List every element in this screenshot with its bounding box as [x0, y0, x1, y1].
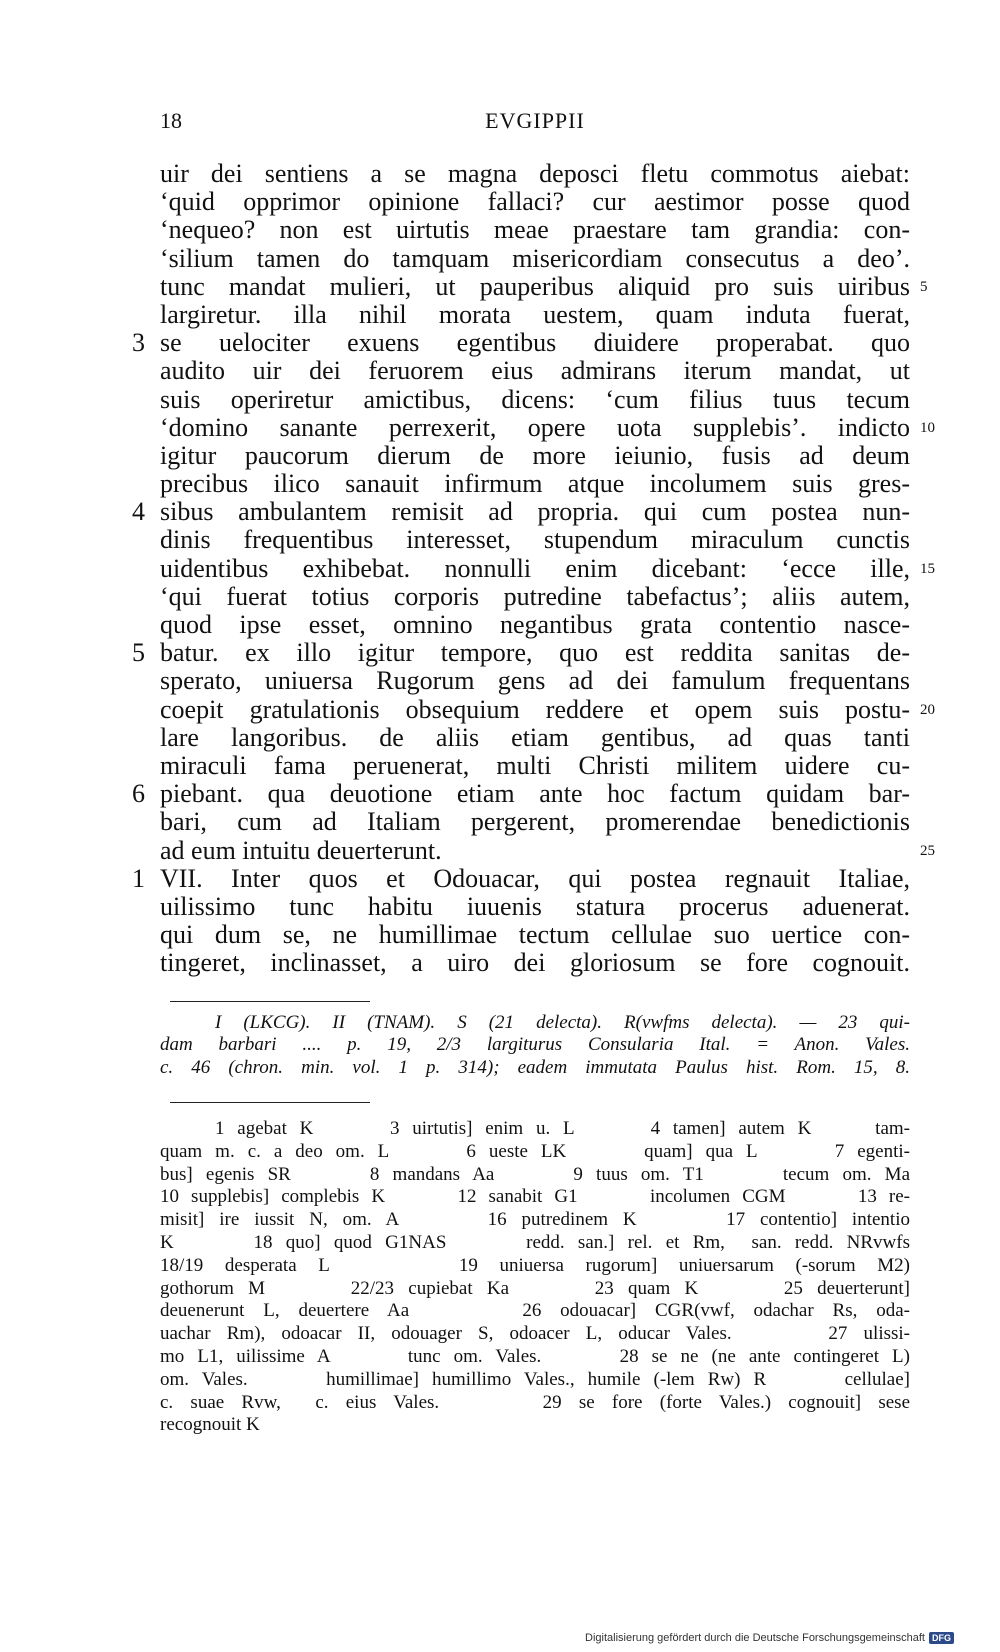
chapter-section-number: 5 [132, 638, 145, 668]
text-line [0, 357, 1000, 385]
line-text: lare langoribus. de aliis etiam gentibus, ad quas tanti [160, 722, 910, 752]
apparatus-line: gothorum M 22/23 cupiebat Ka 23 quam K 25 deuerterunt] [160, 1277, 910, 1299]
testimonia-block [160, 1012, 910, 1079]
digitization-credit [585, 1632, 954, 1644]
text-line [0, 470, 1000, 498]
text-line [0, 639, 1000, 667]
line-text: largiretur. illa nihil morata uestem, quam induta fuerat, [160, 299, 910, 329]
line-text: tunc mandat mulieri, ut pauperibus aliquid pro suis uiribus [160, 271, 910, 301]
line-text: VII. Inter quos et Odouacar, qui postea regnauit Italiae, [160, 863, 910, 893]
line-text: uilissimo tunc habitu iuuenis statura procerus aduenerat. [160, 891, 910, 921]
line-text: batur. ex illo igitur tempore, quo est reddita sanitas de- [160, 638, 910, 668]
page-header [160, 108, 910, 138]
text-line [0, 301, 1000, 329]
line-text: se uelociter exuens egentibus diuidere properabat. quo [160, 328, 910, 358]
text-line [0, 921, 1000, 949]
apparatus-line: quam m. c. a deo om. L 6 ueste LK quam] qua L 7 egenti- [160, 1140, 910, 1162]
apparatus-line: c. suae Rvw, c. eius Vales. 29 se fore (forte Vales.) cognouit] sese [160, 1391, 910, 1413]
text-line [0, 780, 1000, 808]
critical-apparatus [160, 1118, 910, 1437]
text-line [0, 245, 1000, 273]
text-line [0, 667, 1000, 695]
line-text: miraculi fama peruenerat, multi Christi militem uidere cu- [160, 750, 910, 780]
text-line [0, 526, 1000, 554]
section-divider [170, 1102, 370, 1103]
line-text: uidentibus exhibebat. nonnulli enim dicebant: ‘ecce ille, [160, 553, 910, 583]
text-line [0, 611, 1000, 639]
text-line [0, 583, 1000, 611]
chapter-section-number: 3 [132, 328, 145, 358]
text-line [0, 160, 1000, 188]
apparatus-line: K 18 quo] quod G1NAS redd. san.] rel. et Rm, san. redd. NRvwfs [160, 1231, 910, 1253]
apparatus-line: deuenerunt L, deuertere Aa 26 odouacar] CGR(vwf, odachar Rs, oda- [160, 1300, 910, 1322]
line-text: ‘nequeo? non est uirtutis meae praestare tam grandia: con- [160, 215, 910, 245]
line-number: 25 [920, 842, 935, 859]
line-number: 20 [920, 701, 935, 718]
testimonia-line: dam barbari .... p. 19, 2/3 largiturus Consularia Ital. = Anon. Vales. [160, 1034, 910, 1056]
line-text: suis operiretur amictibus, dicens: ‘cum filius tuus tecum [160, 384, 910, 414]
chapter-section-number: 1 [132, 863, 145, 893]
line-text: ad eum intuitu deuerterunt. [160, 835, 442, 865]
text-line [0, 893, 1000, 921]
text-line [0, 386, 1000, 414]
text-line [0, 808, 1000, 836]
text-line [0, 414, 1000, 442]
apparatus-line: uachar Rm), odoacar II, odouager S, odoacer L, oducar Vales. 27 ulissi- [160, 1323, 910, 1345]
line-text: sibus ambulantem remisit ad propria. qui cum postea nun- [160, 497, 910, 527]
chapter-section-number: 6 [132, 779, 145, 809]
text-line [0, 752, 1000, 780]
text-line [0, 273, 1000, 301]
apparatus-line: recognouit K [160, 1414, 260, 1436]
line-text: ‘domino sanante perrexerit, opere uota supplebis’. indicto [160, 412, 910, 442]
line-text: coepit gratulationis obsequium reddere et opem suis postu- [160, 694, 910, 724]
apparatus-line: mo L1, uilissime A tunc om. Vales. 28 se ne (ne ante contingeret L) [160, 1345, 910, 1367]
chapter-section-number: 4 [132, 497, 145, 527]
text-line [0, 724, 1000, 752]
section-divider [170, 1001, 370, 1002]
running-title: EVGIPPII [485, 108, 585, 133]
text-line [0, 188, 1000, 216]
apparatus-line: om. Vales. humillimae] humillimo Vales., humile (-lem Rw) R cellulae] [160, 1368, 910, 1390]
line-text: tingeret, inclinasset, a uiro dei gloriosum se fore cognouit. [160, 948, 910, 978]
line-text: ‘qui fuerat totius corporis putredine tabefactus’; aliis autem, [160, 581, 910, 611]
line-text: qui dum se, ne humillimae tectum cellulae suo uertice con- [160, 920, 910, 950]
line-number: 10 [920, 419, 935, 436]
line-text: precibus ilico sanauit infirmum atque incolumem suis gres- [160, 469, 910, 499]
text-line [0, 555, 1000, 583]
line-text: ‘silium tamen do tamquam misericordiam consecutus a deo’. [160, 243, 910, 273]
line-text: uir dei sentiens a se magna deposci fletu commotus aiebat: [160, 159, 910, 188]
text-line [0, 442, 1000, 470]
text-line [0, 498, 1000, 526]
text-line [0, 837, 1000, 865]
line-text: piebant. qua deuotione etiam ante hoc factum quidam bar- [160, 779, 910, 809]
apparatus-line: 10 supplebis] complebis K 12 sanabit G1 incolumen CGM 13 re- [160, 1186, 910, 1208]
line-text: dinis frequentibus interesset, stupendum miraculum cunctis [160, 525, 910, 555]
page-number: 18 [160, 108, 182, 133]
testimonia-line: I (LKCG). II (TNAM). S (21 delecta). R(vwfms delecta). — 23 qui- [215, 1012, 910, 1033]
line-text: audito uir dei feruorem eius admirans iterum mandat, ut [160, 356, 910, 386]
apparatus-line: 1 agebat K 3 uirtutis] enim u. L 4 tamen] autem K tam- [215, 1118, 910, 1139]
line-text: igitur paucorum dierum de more ieiunio, fusis ad deum [160, 440, 910, 470]
dfg-logo-icon: DFG [929, 1632, 954, 1644]
text-line [0, 865, 1000, 893]
line-number: 5 [920, 278, 928, 295]
line-text: bari, cum ad Italiam pergerent, promerendae benedictionis [160, 807, 910, 837]
line-text: sperato, uniuersa Rugorum gens ad dei famulum frequentans [160, 666, 910, 696]
testimonia-line: c. 46 (chron. min. vol. 1 p. 314); eadem immutata Paulus hist. Rom. 15, 8. [160, 1056, 910, 1078]
line-text: ‘quid opprimor opinione fallaci? cur aestimor posse quod [160, 187, 910, 217]
text-line [0, 216, 1000, 244]
text-line [0, 696, 1000, 724]
credit-text: Digitalisierung gefördert durch die Deutsche Forschungsgemeinschaft [585, 1632, 925, 1644]
text-line [0, 329, 1000, 357]
line-number: 15 [920, 560, 935, 577]
line-text: quod ipse esset, omnino negantibus grata contentio nasce- [160, 610, 910, 639]
text-line [0, 949, 1000, 977]
apparatus-line: bus] egenis SR 8 mandans Aa 9 tuus om. T1 tecum om. Ma [160, 1163, 910, 1185]
apparatus-line: misit] ire iussit N, om. A 16 putredinem K 17 contentio] intentio [160, 1209, 910, 1231]
apparatus-line: 18/19 desperata L 19 uniuersa rugorum] uniuersarum (-sorum M2) [160, 1254, 910, 1276]
main-text-block [0, 160, 1000, 977]
